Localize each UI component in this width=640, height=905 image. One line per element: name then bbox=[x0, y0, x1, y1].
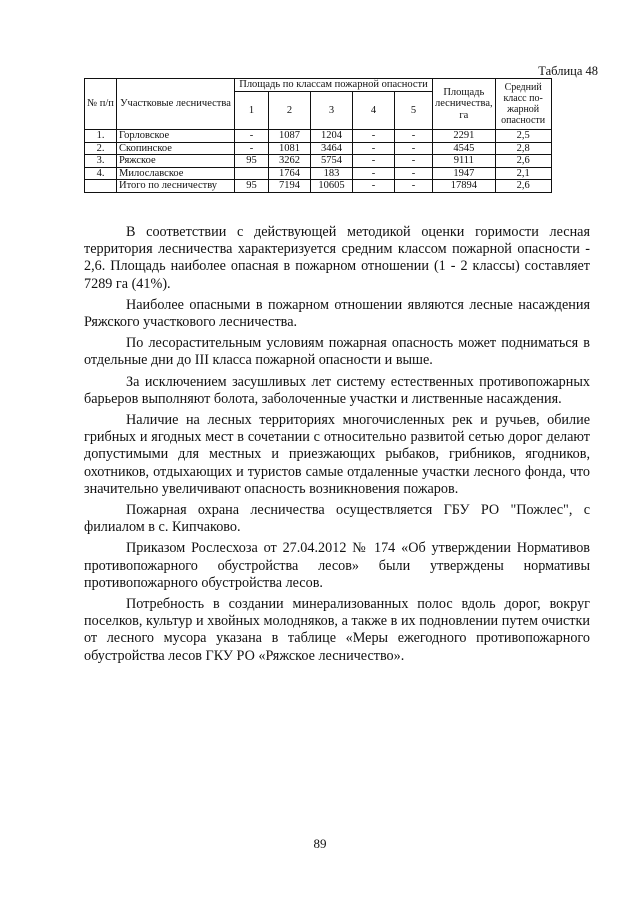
table-row bbox=[85, 155, 552, 168]
cell-avg: 2,1 bbox=[495, 167, 551, 180]
page-number: 89 bbox=[313, 836, 327, 851]
cell-class-2: 7194 bbox=[269, 180, 311, 193]
paragraph: Пожарная охрана лесничества осуществляется ГБУ РО "Пожлес", с филиалом в с. Кипчаково. bbox=[84, 502, 590, 536]
cell-class-2: 3262 bbox=[269, 155, 311, 168]
paragraph: Приказом Рослесхоза от 27.04.2012 № 174 «Об утверждении Нормативов противопожарного обустройства лесов» были утверждены нормативы противопожарного обустройства лесов. bbox=[84, 540, 590, 591]
header-forestry: Участковые лесничества bbox=[117, 79, 235, 130]
table-total-row bbox=[85, 180, 552, 193]
paragraph: По лесорастительным условиям пожарная опасность может подниматься в отдельные дни до III класса пожарной опасности и выше. bbox=[84, 335, 590, 369]
cell-class-2: 1764 bbox=[269, 167, 311, 180]
cell-class-5: - bbox=[395, 155, 433, 168]
cell-area: 4545 bbox=[433, 142, 496, 155]
cell-num: 4. bbox=[85, 167, 117, 180]
cell-area: 9111 bbox=[433, 155, 496, 168]
cell-class-3: 10605 bbox=[311, 180, 353, 193]
table-row bbox=[85, 130, 552, 143]
header-class-3: 3 bbox=[311, 92, 353, 130]
cell-class-1: - bbox=[235, 130, 269, 143]
cell-class-2: 1087 bbox=[269, 130, 311, 143]
cell-forestry: Милославское bbox=[117, 167, 235, 180]
header-class-5: 5 bbox=[395, 92, 433, 130]
cell-class-3: 1204 bbox=[311, 130, 353, 143]
cell-class-4: - bbox=[353, 142, 395, 155]
cell-avg: 2,6 bbox=[495, 155, 551, 168]
cell-class-3: 183 bbox=[311, 167, 353, 180]
cell-forestry: Итого по лесничеству bbox=[117, 180, 235, 193]
cell-area: 1947 bbox=[433, 167, 496, 180]
paragraph: За исключением засушливых лет систему естественных противопожарных барьеров выполняют болота, заболоченные участки и лиственные насаждения. bbox=[84, 373, 590, 407]
cell-avg: 2,5 bbox=[495, 130, 551, 143]
cell-num: 2. bbox=[85, 142, 117, 155]
header-area-by-class: Площадь по классам пожарной опасности bbox=[235, 79, 433, 92]
paragraph: Наиболее опасными в пожарном отношении являются лесные насаждения Ряжского участкового лесничества. bbox=[84, 296, 590, 331]
cell-avg: 2,6 bbox=[495, 180, 551, 193]
cell-area: 2291 bbox=[433, 130, 496, 143]
paragraph: Наличие на лесных территориях многочисленных рек и ручьев, обилие грибных и ягодных мест в сочетании с относительно развитой сетью дорог делают допустимыми для местных и приезжающих рыбаков, грибников, ягодников, охотников, отдыхающих и туристов самые отдаленные участки лесного фонда, что значительно увеличивают опасность возникновения пожаров. bbox=[84, 412, 590, 497]
header-class-1: 1 bbox=[235, 92, 269, 130]
table-row bbox=[85, 167, 552, 180]
cell-class-2: 1081 bbox=[269, 142, 311, 155]
table-caption: Таблица 48 bbox=[538, 64, 598, 78]
cell-class-5: - bbox=[395, 142, 433, 155]
cell-class-1: 95 bbox=[235, 155, 269, 168]
cell-num: 3. bbox=[85, 155, 117, 168]
header-num: № п/п bbox=[85, 79, 117, 130]
cell-num: 1. bbox=[85, 130, 117, 143]
cell-class-1 bbox=[235, 167, 269, 180]
fire-danger-table bbox=[84, 78, 552, 193]
cell-class-4: - bbox=[353, 155, 395, 168]
cell-forestry: Скопинское bbox=[117, 142, 235, 155]
cell-class-4: - bbox=[353, 167, 395, 180]
paragraph: В соответствии с действующей методикой оценки горимости лесная территория лесничества характеризуется средним классом пожарной опасности - 2,6. Площадь наиболее опасная в пожарном отношении (1 - 2 классы) составляет 7289 га (41%). bbox=[84, 224, 590, 292]
header-class-2: 2 bbox=[269, 92, 311, 130]
cell-avg: 2,8 bbox=[495, 142, 551, 155]
cell-forestry: Ряжское bbox=[117, 155, 235, 168]
cell-class-3: 5754 bbox=[311, 155, 353, 168]
cell-class-4: - bbox=[353, 130, 395, 143]
cell-class-3: 3464 bbox=[311, 142, 353, 155]
header-avg-class: Средний класс по-жарной опасности bbox=[495, 79, 551, 130]
cell-num bbox=[85, 180, 117, 193]
paragraph: Потребность в создании минерализованных полос вдоль дорог, вокруг поселков, культур и хвойных молодняков, а также в их подновлении путем очистки от лесного мусора указана в таблице «Меры ежегодного противопожарного обустройства лесов ГКУ РО «Ряжское лесничество». bbox=[84, 596, 590, 664]
table-row bbox=[85, 142, 552, 155]
cell-class-5: - bbox=[395, 167, 433, 180]
cell-class-1: 95 bbox=[235, 180, 269, 193]
cell-class-1: - bbox=[235, 142, 269, 155]
cell-class-5: - bbox=[395, 180, 433, 193]
body-text bbox=[84, 224, 590, 669]
cell-class-4: - bbox=[353, 180, 395, 193]
header-class-4: 4 bbox=[353, 92, 395, 130]
cell-forestry: Горловское bbox=[117, 130, 235, 143]
cell-area: 17894 bbox=[433, 180, 496, 193]
cell-class-5: - bbox=[395, 130, 433, 143]
header-area-total: Площадь лесничества, га bbox=[433, 79, 496, 130]
